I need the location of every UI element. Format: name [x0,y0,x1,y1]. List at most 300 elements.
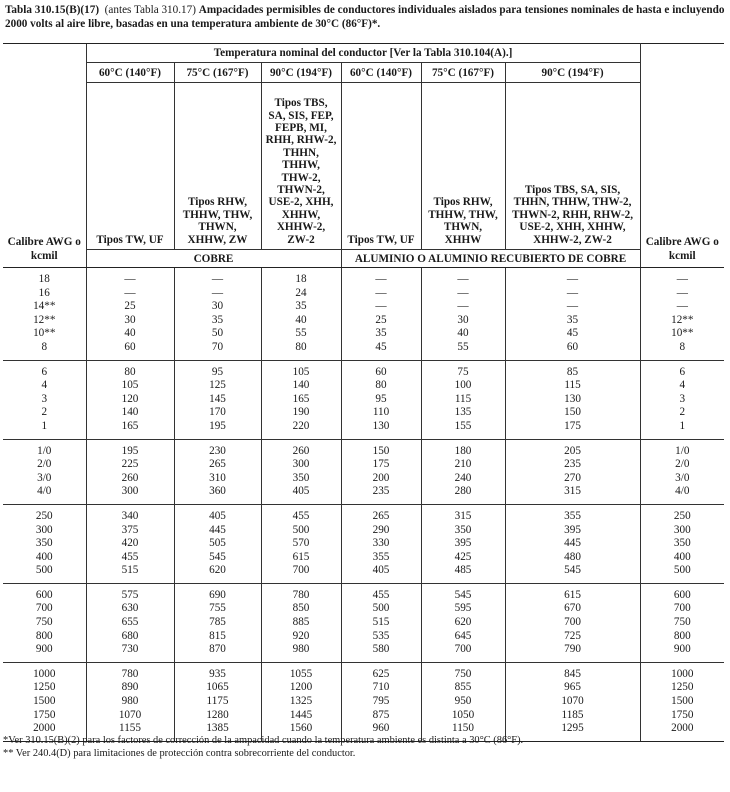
cell-cu-75c: 145 [174,393,261,407]
insulation-type-line: THHN, [283,146,319,159]
cell-al-60c: — [341,268,421,287]
cell-al-60c: 625 [341,662,421,681]
cell-cu-75c: 1175 [174,695,261,709]
calibre-label-line: kcmil [668,250,696,262]
cell-cu-60c: 60 [86,341,174,360]
cell-cu-60c: 140 [86,406,174,420]
cell-cu-60c: 105 [86,379,174,393]
cell-al-60c: 200 [341,472,421,486]
cell-al-60c: 355 [341,551,421,565]
cell-cu-90c: 1325 [261,695,341,709]
cell-cu-60c: 655 [86,616,174,630]
cell-al-90c: 1185 [505,709,640,723]
table-row [3,287,724,301]
cell-size-right: 1 [640,420,724,439]
cell-cu-90c: 55 [261,327,341,341]
insulation-type-line: Tipos TBS, SA, SIS, [524,183,621,196]
cell-cu-90c: 80 [261,341,341,360]
cell-cu-75c: 755 [174,602,261,616]
cell-al-60c: 45 [341,341,421,360]
insulation-type-line: ZW-2 [287,233,315,246]
cell-cu-60c: 515 [86,564,174,583]
table-row [3,709,724,723]
table-row [3,360,724,379]
cell-size: 8 [3,341,86,360]
cell-al-75c: 750 [421,662,505,681]
cell-al-60c: 455 [341,583,421,602]
cell-size: 250 [35,509,53,522]
cell-cu-90c: 780 [261,583,341,602]
cell-cu-60c: 195 [86,439,174,458]
table-row [3,420,724,439]
insulation-type-line: Tipos TBS, [274,97,328,110]
cell-cu-75c: 815 [174,630,261,644]
cell-size-right: 250 [640,504,724,523]
cell-size: 2 [41,406,48,419]
cell-size: 700 [35,602,53,615]
cell-size: 4 [41,379,48,392]
cell-cu-60c: 25 [86,300,174,314]
footnotes [3,734,523,760]
table-title: Ampacidades permisibles de conductores individuales aislados para tensiones nominales de hasta e incluyendo 2000 volts al aire libre, basadas en una temperatura ambiente de 30°C (86°F)*. [5,4,725,30]
cell-size-right: 3 [640,393,724,407]
cell-cu-90c: 1560 [261,722,341,741]
cell-size-right: — [640,287,724,301]
cell-al-75c: 1150 [421,722,505,741]
cell-size-right: — [640,300,724,314]
insulation-type-line: Tipos TW, UF [347,233,415,246]
cell-al-75c: — [421,300,505,314]
cell-size: 300 [35,523,53,536]
table-row [3,537,724,551]
table-row [3,630,724,644]
cell-al-75c: — [421,287,505,301]
cell-al-75c: 180 [421,439,505,458]
cell-size: 14** [33,300,56,313]
cell-cu-90c: 920 [261,630,341,644]
cell-cu-90c: 1445 [261,709,341,723]
table-row [3,406,724,420]
table-row [3,327,724,341]
cell-cu-75c: 360 [174,485,261,504]
cell-size-right: 1000 [640,662,724,681]
cell-size-right: 1750 [640,709,724,723]
cell-al-90c: 205 [505,439,640,458]
cell-cu-60c: 890 [86,681,174,695]
material-aluminum: ALUMINIO O ALUMINIO RECUBIERTO DE COBRE [341,250,640,268]
calibre-header-left [3,44,86,268]
cell-cu-90c: 500 [261,524,341,538]
cell-cu-90c: 24 [261,287,341,301]
insulation-type-line: XHHW, [281,208,321,221]
cell-cu-75c: 125 [174,379,261,393]
table-row [3,695,724,709]
cell-al-60c: 175 [341,458,421,472]
cell-cu-90c: 700 [261,564,341,583]
table-row [3,643,724,662]
cell-cu-90c: 18 [261,268,341,287]
cell-al-60c: 500 [341,602,421,616]
cell-cu-60c: 375 [86,524,174,538]
cell-al-75c: 595 [421,602,505,616]
table-row [3,504,724,523]
insulation-types-1 [86,83,174,250]
cell-cu-60c: 80 [86,360,174,379]
cell-al-90c: 235 [505,458,640,472]
cell-cu-60c: — [86,268,174,287]
cell-al-90c: 175 [505,420,640,439]
temp-rating-2: 75°C (167°F) [174,63,261,83]
cell-al-90c: 1070 [505,695,640,709]
cell-size: 1250 [33,681,56,694]
insulation-type-line: THW-2, [281,171,321,184]
cell-size-right: 1/0 [640,439,724,458]
cell-cu-90c: 405 [261,485,341,504]
cell-al-75c: 100 [421,379,505,393]
insulation-type-line: XHHW [444,233,482,246]
cell-cu-75c: 935 [174,662,261,681]
cell-cu-90c: 165 [261,393,341,407]
cell-al-75c: 950 [421,695,505,709]
cell-size: 400 [35,550,53,563]
table-row [3,379,724,393]
cell-al-75c: 55 [421,341,505,360]
cell-al-75c: 115 [421,393,505,407]
cell-cu-60c: 340 [86,504,174,523]
calibre-label-line: Calibre AWG o [645,236,719,248]
cell-cu-75c: 1385 [174,722,261,741]
table-row [3,602,724,616]
cell-al-60c: 580 [341,643,421,662]
cell-al-90c: 615 [505,583,640,602]
cell-al-60c: 35 [341,327,421,341]
cell-cu-90c: 1055 [261,662,341,681]
cell-al-75c: 210 [421,458,505,472]
cell-al-60c: 795 [341,695,421,709]
cell-size: 2/0 [37,458,52,471]
table-row [3,300,724,314]
cell-size-right: 6 [640,360,724,379]
cell-cu-90c: 220 [261,420,341,439]
insulation-type-line: THHW, THW, [428,208,498,221]
cell-al-90c: 60 [505,341,640,360]
cell-size: 600 [35,588,53,601]
cell-cu-90c: 570 [261,537,341,551]
insulation-type-line: USE-2, XHH, [268,196,334,209]
cell-size: 1750 [33,708,56,721]
cell-cu-90c: 615 [261,551,341,565]
cell-al-90c: 270 [505,472,640,486]
cell-cu-60c: 730 [86,643,174,662]
table-body [3,268,724,742]
cell-size-right: 500 [640,564,724,583]
cell-al-90c: 35 [505,314,640,328]
cell-cu-75c: 230 [174,439,261,458]
insulation-type-line: THWN-2, [277,183,325,196]
insulation-type-line: SA, SIS, FEP, [268,109,334,122]
insulation-type-line: THWN-2, RHH, RHW-2, [511,208,634,221]
insulation-types-5 [421,83,505,250]
cell-al-60c: — [341,287,421,301]
cell-cu-75c: — [174,287,261,301]
insulation-types-3 [261,83,341,250]
cell-cu-75c: 50 [174,327,261,341]
cell-cu-60c: 225 [86,458,174,472]
calibre-label-line: kcmil [30,250,58,262]
cell-al-90c: 480 [505,551,640,565]
temp-rating-5: 75°C (167°F) [421,63,505,83]
cell-al-75c: 425 [421,551,505,565]
cell-size: 350 [35,537,53,550]
cell-al-75c: 855 [421,681,505,695]
cell-size-right: 700 [640,602,724,616]
temp-rating-6: 90°C (194°F) [505,63,640,83]
cell-al-75c: 1050 [421,709,505,723]
insulation-type-line: Tipos RHW, [187,196,248,209]
cell-size: 2000 [3,722,86,741]
cell-size-right: 600 [640,583,724,602]
cell-size-right: 900 [640,643,724,662]
temp-rating-3: 90°C (194°F) [261,63,341,83]
cell-al-60c: 875 [341,709,421,723]
cell-cu-60c: 1070 [86,709,174,723]
insulation-type-line: FEPB, MI, [275,121,327,134]
cell-al-60c: 95 [341,393,421,407]
footnote-ambient-correction: *Ver 310.15(B)(2) para los factores de corrección de la ampacidad cuando la temperatura ambiente es distinta a 30°C (86°F). [3,735,524,746]
cell-size-right: 12** [640,314,724,328]
cell-al-75c: — [421,268,505,287]
cell-cu-90c: 1200 [261,681,341,695]
cell-cu-75c: 95 [174,360,261,379]
cell-cu-60c: 455 [86,551,174,565]
cell-al-90c: 445 [505,537,640,551]
cell-cu-75c: 545 [174,551,261,565]
insulation-type-line: THWN, [198,221,237,234]
cell-al-60c: 25 [341,314,421,328]
cell-al-90c: 670 [505,602,640,616]
table-number: Tabla 310.15(B)(17) [5,4,100,16]
insulation-type-line: XHHW-2, [276,221,326,234]
cell-al-75c: 645 [421,630,505,644]
cell-al-90c: 845 [505,662,640,681]
cell-al-90c: 45 [505,327,640,341]
cell-al-75c: 395 [421,537,505,551]
cell-cu-60c: 120 [86,393,174,407]
cell-al-75c: 280 [421,485,505,504]
cell-cu-75c: 1065 [174,681,261,695]
table-row [3,393,724,407]
table-row [3,268,724,287]
cell-cu-75c: 870 [174,643,261,662]
cell-al-75c: 40 [421,327,505,341]
cell-cu-60c: 40 [86,327,174,341]
insulation-type-line: XHHW, ZW [187,233,248,246]
insulation-type-line: Tipos RHW, [433,196,493,209]
cell-size: 10** [33,327,56,340]
cell-al-90c: 1295 [505,722,640,741]
cell-size: 16 [38,286,50,299]
cell-cu-60c: 980 [86,695,174,709]
table-caption [5,3,725,31]
cell-size-right: 2/0 [640,458,724,472]
cell-size-right: 4/0 [640,485,724,504]
cell-al-60c: 330 [341,537,421,551]
cell-size: 750 [35,616,53,629]
cell-al-75c: 75 [421,360,505,379]
cell-cu-90c: 35 [261,300,341,314]
cell-cu-75c: 70 [174,341,261,360]
cell-al-75c: 155 [421,420,505,439]
cell-size-right: 400 [640,551,724,565]
cell-size-right: 350 [640,537,724,551]
cell-al-90c: 150 [505,406,640,420]
cell-al-75c: 350 [421,524,505,538]
cell-cu-90c: 350 [261,472,341,486]
insulation-types-4 [341,83,421,250]
cell-al-90c: — [505,300,640,314]
cell-cu-90c: 885 [261,616,341,630]
cell-size: 18 [38,273,50,285]
temp-rating-4: 60°C (140°F) [341,63,421,83]
cell-cu-75c: 445 [174,524,261,538]
cell-size-right: 750 [640,616,724,630]
cell-cu-75c: 265 [174,458,261,472]
cell-al-60c: 960 [341,722,421,741]
cell-cu-90c: 850 [261,602,341,616]
cell-al-90c: 725 [505,630,640,644]
cell-al-90c: — [505,268,640,287]
cell-cu-75c: — [174,268,261,287]
cell-cu-60c: 680 [86,630,174,644]
temp-rating-1: 60°C (140°F) [86,63,174,83]
cell-al-90c: 85 [505,360,640,379]
cell-cu-60c: 420 [86,537,174,551]
cell-size: 800 [35,629,53,642]
cell-al-90c: 965 [505,681,640,695]
table-row [3,662,724,681]
table-row [3,564,724,583]
cell-al-75c: 135 [421,406,505,420]
cell-cu-90c: 455 [261,504,341,523]
cell-cu-60c: 1155 [86,722,174,741]
cell-cu-90c: 980 [261,643,341,662]
calibre-header-right [640,44,724,268]
cell-al-60c: 290 [341,524,421,538]
cell-size: 12** [33,313,56,326]
cell-size: 4/0 [3,485,86,504]
cell-cu-60c: 575 [86,583,174,602]
cell-al-90c: 700 [505,616,640,630]
table-row [3,458,724,472]
footnote-overcurrent-protection: ** Ver 240.4(D) para limitaciones de protección contra sobrecorriente del conductor. [3,748,356,759]
cell-al-90c: 545 [505,564,640,583]
cell-size: 6 [41,365,48,378]
cell-size-right: 2 [640,406,724,420]
insulation-type-line: Tipos TW, UF [96,233,164,246]
cell-size-right: 800 [640,630,724,644]
cell-al-90c: 315 [505,485,640,504]
cell-al-75c: 620 [421,616,505,630]
insulation-type-line: USE-2, XHH, XHHW, [519,221,626,234]
cell-size: 1000 [33,667,56,680]
insulation-types-6 [505,83,640,250]
cell-size-right: 1250 [640,681,724,695]
cell-cu-75c: 785 [174,616,261,630]
cell-size: 1 [3,420,86,439]
cell-cu-90c: 40 [261,314,341,328]
cell-cu-60c: — [86,287,174,301]
table-row [3,314,724,328]
cell-size: 900 [3,643,86,662]
cell-size-right: 10** [640,327,724,341]
cell-size-right: 1500 [640,695,724,709]
cell-size-right: 8 [640,341,724,360]
cell-al-60c: 150 [341,439,421,458]
cell-al-90c: 115 [505,379,640,393]
insulation-type-line: THHW, [282,159,320,172]
material-copper: COBRE [86,250,341,268]
cell-cu-75c: 170 [174,406,261,420]
calibre-label-line: Calibre AWG o [7,236,81,248]
cell-cu-60c: 30 [86,314,174,328]
cell-al-60c: 235 [341,485,421,504]
cell-cu-75c: 310 [174,472,261,486]
table-row [3,472,724,486]
table-row [3,439,724,458]
table-row [3,551,724,565]
table-previous-number: (antes Tabla 310.17) [104,4,196,16]
cell-al-60c: 80 [341,379,421,393]
cell-cu-75c: 620 [174,564,261,583]
cell-size-right: 4 [640,379,724,393]
cell-al-75c: 30 [421,314,505,328]
cell-cu-90c: 260 [261,439,341,458]
table-row [3,616,724,630]
cell-cu-60c: 300 [86,485,174,504]
cell-al-60c: 130 [341,420,421,439]
insulation-type-line: RHH, RHW-2, [265,134,337,147]
insulation-type-line: THWN, [443,221,483,234]
cell-cu-60c: 260 [86,472,174,486]
cell-al-90c: — [505,287,640,301]
cell-size: 3 [41,392,48,405]
cell-cu-75c: 30 [174,300,261,314]
cell-al-60c: 710 [341,681,421,695]
cell-al-60c: 265 [341,504,421,523]
cell-al-75c: 240 [421,472,505,486]
cell-cu-75c: 1280 [174,709,261,723]
table-header [3,44,724,268]
cell-al-60c: — [341,300,421,314]
cell-size: 1/0 [37,444,52,457]
cell-size-right: 300 [640,524,724,538]
cell-al-75c: 315 [421,504,505,523]
insulation-types-2 [174,83,261,250]
table-row [3,485,724,504]
cell-al-60c: 405 [341,564,421,583]
cell-cu-75c: 505 [174,537,261,551]
cell-size-right: 3/0 [640,472,724,486]
table-row [3,583,724,602]
cell-cu-90c: 300 [261,458,341,472]
insulation-type-line: XHHW-2, ZW-2 [533,233,612,246]
cell-cu-75c: 195 [174,420,261,439]
insulation-type-line: THHN, THHW, THW-2, [513,196,632,209]
cell-cu-60c: 630 [86,602,174,616]
ampacity-table [3,43,724,742]
cell-cu-75c: 405 [174,504,261,523]
cell-al-60c: 60 [341,360,421,379]
